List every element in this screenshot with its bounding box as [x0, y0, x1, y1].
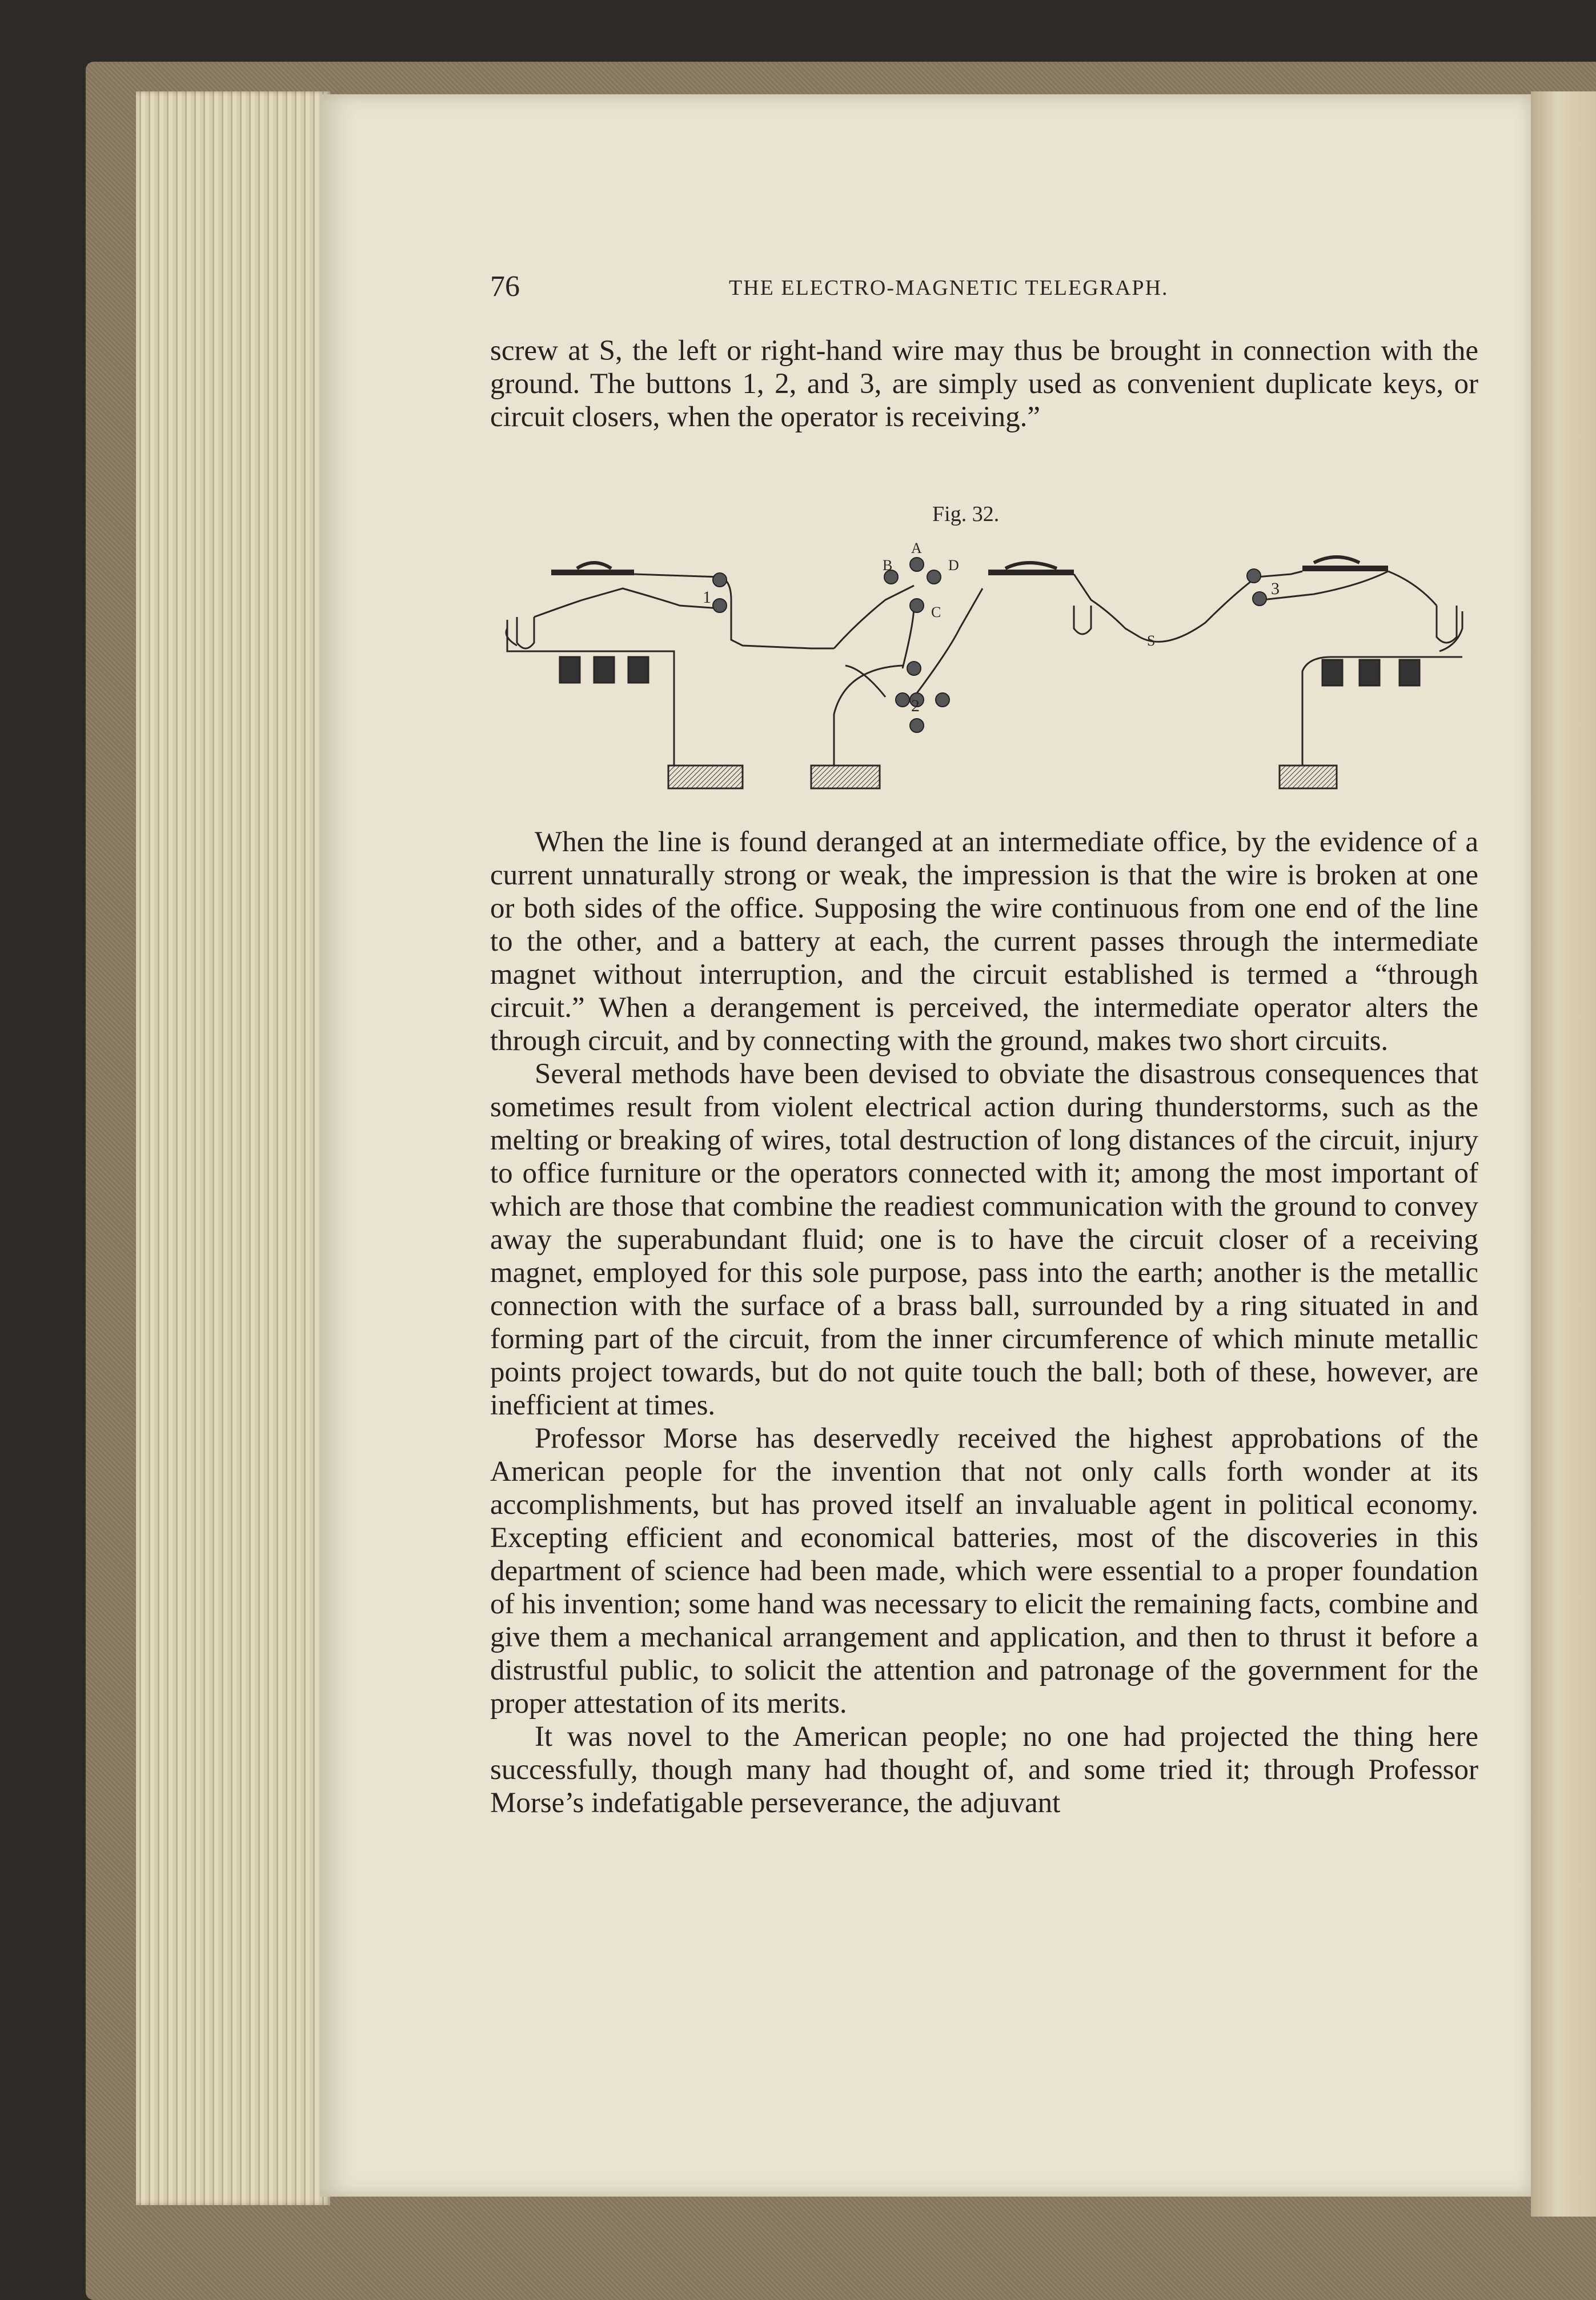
paragraph: Professor Morse has deservedly received the highest approbations of the American people for the invention that not only calls forth wonder at its accomplishments, but has proved itself an invaluable agent in political economy. Excepting efficient and economical batteries, most of the discoveries in this department of science had been made, which were essential to a proper foundation of his invention; some hand was necessary to elicit the remaining facts, combine and give them a mechanical arrangement and application, and then to thrust it before a distrustful public, to solicit the attention and patronage of the government for the proper attestation of its merits.: [490, 1423, 1478, 1720]
label-c: C: [931, 604, 941, 620]
running-title: THE ELECTRO-MAGNETIC TELEGRAPH.: [729, 276, 1169, 300]
magnet-center: [1074, 606, 1091, 634]
battery-cell: [1360, 660, 1380, 686]
battery-cell: [628, 657, 648, 683]
label-b: B: [883, 557, 893, 574]
battery-cell: [594, 657, 614, 683]
ground-plate: [811, 766, 880, 788]
facing-page-edge: [1531, 91, 1596, 2217]
paragraph: screw at S, the left or right-hand wire may thus be brought in connection with the ground. The buttons 1, 2, and 3, are simply used as convenient duplicate keys, or circuit closers, when the operator is receiving.”: [490, 335, 1478, 433]
label-d: D: [948, 557, 959, 574]
label-1: 1: [703, 588, 711, 607]
running-head: [490, 270, 1478, 310]
battery-cell: [1322, 660, 1342, 686]
figure-caption: Fig. 32.: [932, 502, 1000, 526]
label-s: S: [1147, 632, 1156, 649]
page-edges: [136, 91, 330, 2205]
magnet-left: [517, 617, 534, 648]
label-2: 2: [911, 696, 920, 715]
label-3: 3: [1271, 579, 1280, 598]
paragraph-block-1: [490, 334, 1478, 434]
paragraph: When the line is found deranged at an intermediate office, by the evidence of a current unnaturally strong or weak, the impression is that the wire is broken at one or both sides of the office. Supposing the wire continuous from one end of the line to the other, and a battery at each, the current passes through the intermediate magnet without interruption, and the circuit established is termed a “through circuit.” When a derangement is perceived, the intermediate operator alters the through circuit, and by connecting with the ground, makes two short circuits.: [490, 826, 1478, 1057]
paragraph: Several methods have been devised to obviate the disastrous consequences that sometimes result from violent electrical action during thunderstorms, such as the melting or breaking of wires, total destruction of long distances of the circuit, injury to office furniture or the operators connected with it; among the most important of which are those that combine the readiest communication with the ground to convey away the superabundant fluid; one is to have the circuit closer of a receiving magnet, employed for this sole purpose, pass into the earth; another is the metallic connection with the surface of a brass ball, surrounded by a ring situated in and forming part of the circuit, from the inner circumference of which minute metallic points project towards, but do not quite touch the ball; both of these, however, are inefficient at times.: [490, 1058, 1478, 1421]
paragraph: It was novel to the American people; no one had projected the thing here successfully, though many had thought of, and some tried it; through Professor Morse’s indefatigable perseverance, the adjuvant: [490, 1721, 1478, 1819]
battery-cell: [1399, 660, 1419, 686]
ground-plate: [1280, 766, 1337, 788]
circuit-figure: [491, 537, 1479, 806]
ground-plate: [668, 766, 743, 788]
magnet-right: [1437, 606, 1457, 643]
label-a: A: [911, 540, 922, 556]
page-number: 76: [490, 270, 520, 303]
paragraph-block-2: [490, 826, 1478, 1820]
battery-cell: [560, 657, 580, 683]
